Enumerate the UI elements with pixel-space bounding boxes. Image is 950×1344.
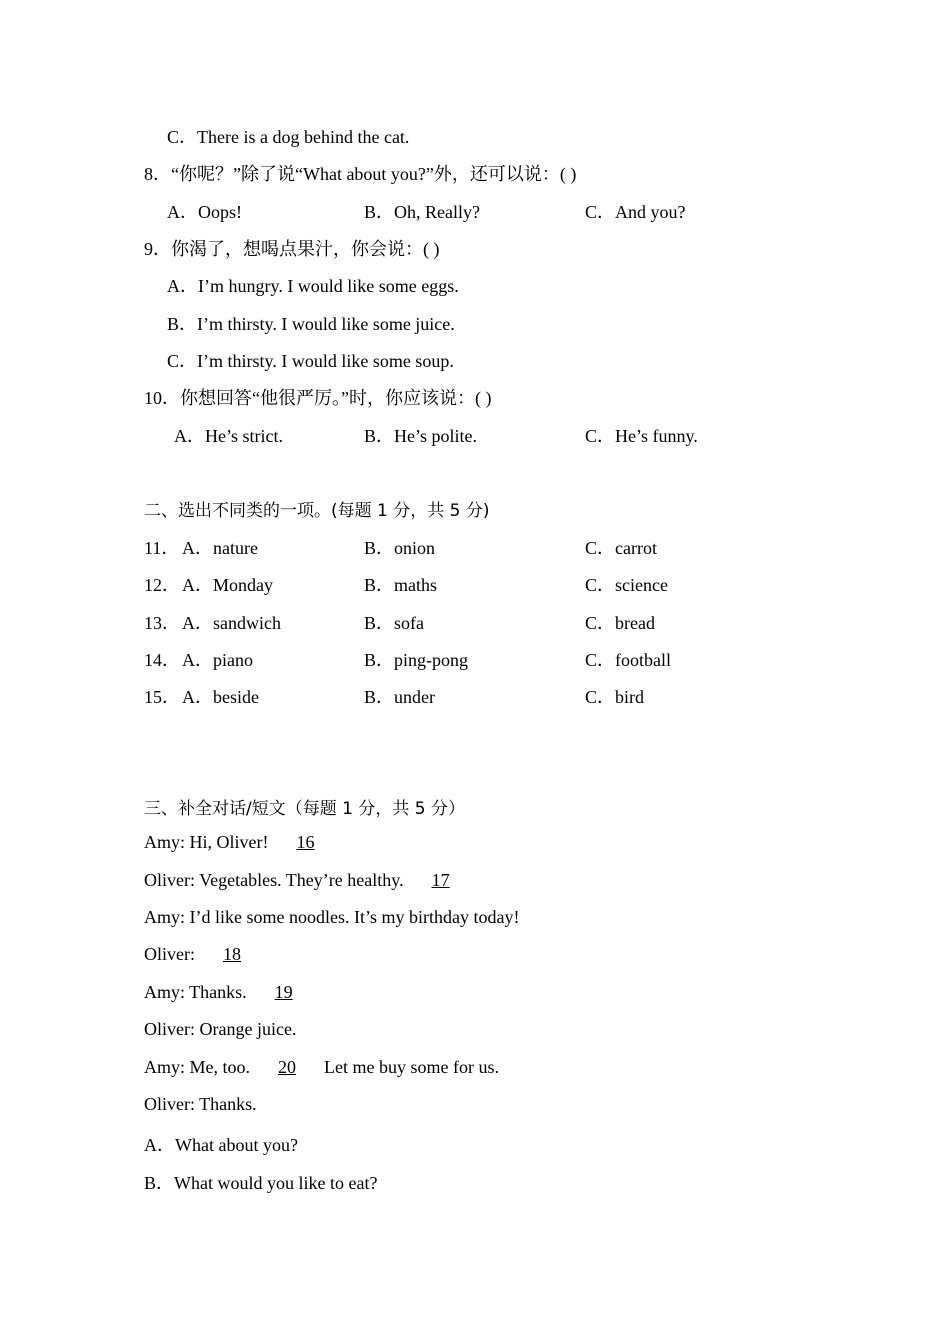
- q15-option-a: A．beside: [182, 687, 259, 707]
- section3-title: 三、补全对话/短文（每题 1 分，共 5 分）: [144, 799, 465, 819]
- section3-option-b: B．What would you like to eat?: [144, 1173, 378, 1193]
- q14-number: 14．: [144, 650, 180, 670]
- q13-option-c: C．bread: [585, 613, 655, 633]
- q11-option-c: C．carrot: [585, 538, 657, 558]
- answer-blank-20: 20: [278, 1057, 296, 1077]
- q11-option-b: B．onion: [364, 538, 436, 558]
- q7-option-c: C．There is a dog behind the cat.: [167, 127, 410, 147]
- q8-stem: 8．“你呢？”除了说“What about you?”外，还可以说：( ): [144, 164, 577, 184]
- dialogue-text: Oliver: Orange juice.: [144, 1019, 297, 1039]
- answer-blank-16: 16: [296, 832, 315, 852]
- q9-option-c: C．I’m thirsty. I would like some soup.: [167, 351, 454, 371]
- dialogue-line: [144, 832, 333, 853]
- q12-number: 12．: [144, 575, 180, 595]
- q13-option-b: B．sofa: [364, 613, 424, 633]
- dialogue-line: [144, 1094, 257, 1115]
- section2-title: 二、选出不同类的一项。(每题 1 分，共 5 分): [144, 501, 490, 521]
- dialogue-text: Amy: Me, too.: [144, 1057, 259, 1077]
- q10-option-c: C．He’s funny.: [585, 426, 698, 446]
- q8-option-b: B．Oh, Really?: [364, 202, 480, 222]
- q15-number: 15．: [144, 687, 180, 707]
- answer-blank-18: 18: [223, 944, 241, 964]
- dialogue-line: [144, 907, 519, 928]
- dialogue-text: Amy: I’d like some noodles. It’s my birthday today!: [144, 907, 520, 927]
- dialogue-text: Amy: Thanks.: [144, 982, 256, 1002]
- dialogue-text: Oliver: Vegetables. They’re healthy.: [144, 870, 413, 890]
- dialogue-line: [144, 1019, 296, 1040]
- q14-option-b: B．ping-pong: [364, 650, 469, 670]
- q10-option-a: A．He’s strict.: [174, 426, 283, 446]
- q14-option-a: A．piano: [182, 650, 253, 670]
- section3-option-a: A．What about you?: [144, 1135, 298, 1155]
- dialogue-line: [144, 870, 469, 891]
- q8-option-c: C．And you?: [585, 202, 686, 222]
- dialogue-text-after: Let me buy some for us.: [315, 1057, 499, 1077]
- q14-option-c: C．football: [585, 650, 671, 670]
- q12-option-c: C．science: [585, 575, 668, 595]
- q11-option-a: A．nature: [182, 538, 258, 558]
- q13-option-a: A．sandwich: [182, 613, 281, 633]
- q10-stem: 10．你想回答“他很严厉。”时，你应该说：( ): [144, 388, 492, 408]
- q13-number: 13．: [144, 613, 180, 633]
- dialogue-line: [144, 944, 260, 965]
- q10-option-b: B．He’s polite.: [364, 426, 477, 446]
- answer-blank-19: 19: [274, 982, 293, 1002]
- q15-option-c: C．bird: [585, 687, 645, 707]
- q12-option-a: A．Monday: [182, 575, 273, 595]
- dialogue-text: Oliver: Thanks.: [144, 1094, 257, 1114]
- dialogue-line: [144, 1057, 499, 1078]
- q9-option-b: B．I’m thirsty. I would like some juice.: [167, 314, 455, 334]
- answer-blank-17: 17: [431, 870, 450, 890]
- q12-option-b: B．maths: [364, 575, 438, 595]
- q9-option-a: A．I’m hungry. I would like some eggs.: [167, 276, 459, 296]
- q11-number: 11．: [144, 538, 180, 558]
- dialogue-line: [144, 982, 312, 1003]
- q9-stem: 9．你渴了，想喝点果汁，你会说：( ): [144, 239, 440, 259]
- q8-option-a: A．Oops!: [167, 202, 242, 222]
- dialogue-text: Oliver:: [144, 944, 204, 964]
- dialogue-text: Amy: Hi, Oliver!: [144, 832, 278, 852]
- q15-option-b: B．under: [364, 687, 435, 707]
